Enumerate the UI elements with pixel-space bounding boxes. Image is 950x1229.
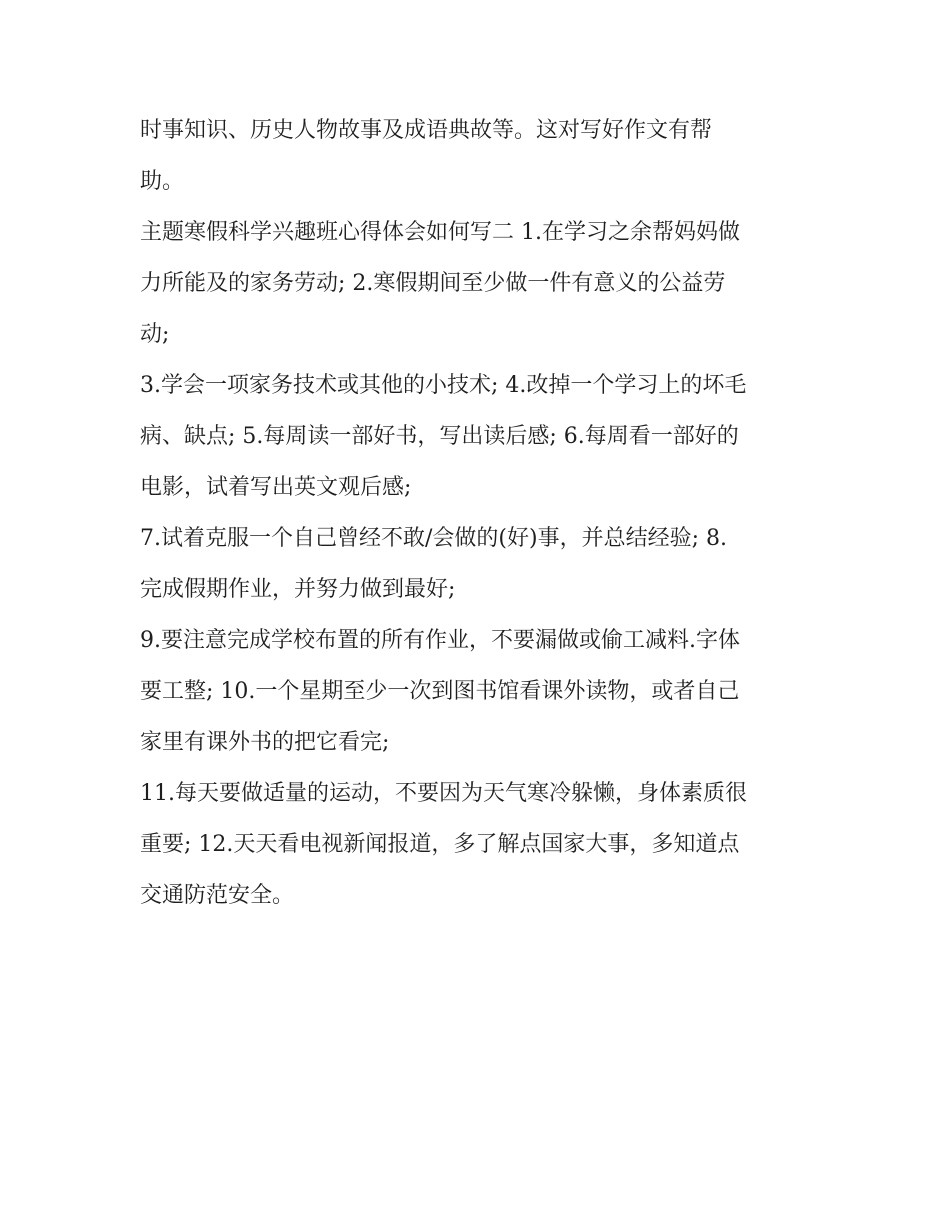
text-line: 病、缺点; 5.每周读一部好书，写出读后感; 6.每周看一部好的 [140, 424, 739, 449]
text-line: 11.每天要做适量的运动，不要因为天气寒冷躲懒，身体素质很 [140, 781, 747, 806]
text-line: 动; [140, 322, 170, 347]
text-line: 力所能及的家务劳动; 2.寒假期间至少做一件有意义的公益劳 [140, 271, 726, 296]
paragraph-6 [140, 768, 830, 921]
text-line: 电影，试着写出英文观后感; [140, 475, 412, 500]
paragraph-2 [140, 207, 830, 360]
text-line: 家里有课外书的把它看完; [140, 730, 390, 755]
text-line: 7.试着克服一个自己曾经不敢/会做的(好)事，并总结经验; 8. [140, 526, 727, 551]
text-line: 交通防范安全。 [140, 883, 295, 908]
text-line: 主题寒假科学兴趣班心得体会如何写二 1.在学习之余帮妈妈做 [140, 220, 740, 245]
text-line: 要工整; 10.一个星期至少一次到图书馆看课外读物，或者自己 [140, 679, 740, 704]
text-line: 助。 [140, 169, 185, 194]
text-line: 完成假期作业，并努力做到最好; [140, 577, 456, 602]
text-line: 重要; 12.天天看电视新闻报道，多了解点国家大事，多知道点 [140, 832, 740, 857]
paragraph-5 [140, 615, 830, 768]
text-line: 3.学会一项家务技术或其他的小技术; 4.改掉一个学习上的坏毛 [140, 373, 747, 398]
paragraph-3 [140, 360, 830, 513]
text-line: 时事知识、历史人物故事及成语典故等。这对写好作文有帮 [140, 118, 713, 143]
paragraph-4 [140, 513, 830, 615]
text-line: 9.要注意完成学校布置的所有作业，不要漏做或偷工减料.字体 [140, 628, 740, 653]
paragraph-1 [140, 105, 830, 207]
document-body [140, 105, 830, 921]
